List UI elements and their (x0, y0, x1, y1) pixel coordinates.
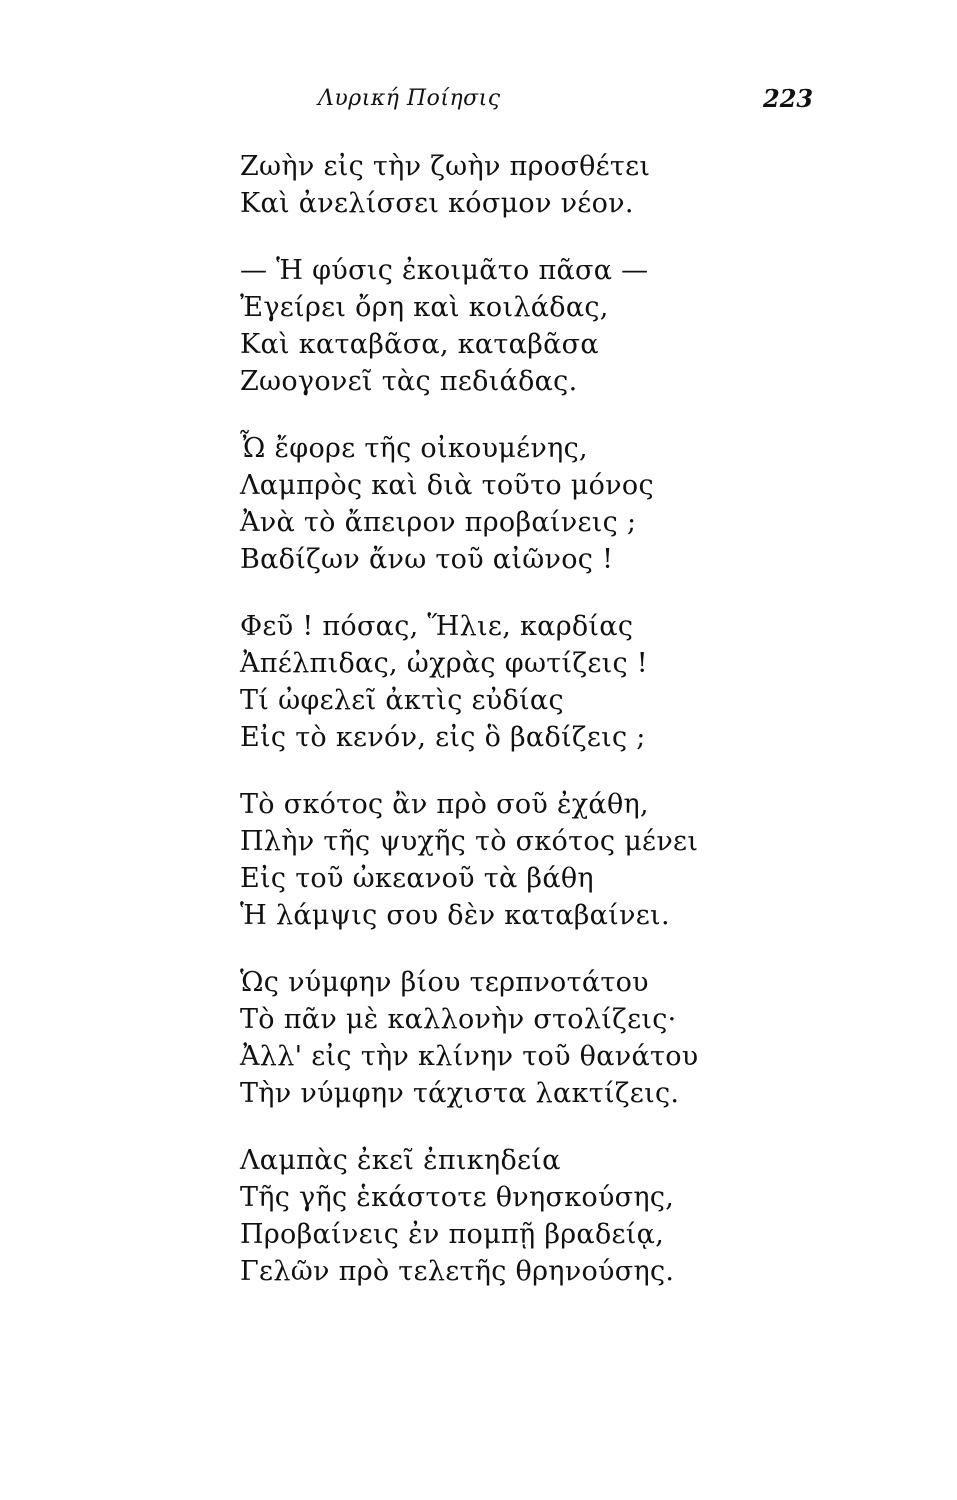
poem-line: Τὸ πᾶν μὲ καλλονὴν στολίζεις· (240, 1004, 677, 1035)
stanza (240, 148, 800, 222)
poem-line: Ἀνὰ τὸ ἄπειρον προβαίνεις ; (240, 507, 637, 538)
stanza (240, 786, 800, 934)
poem-line: Καὶ καταβᾶσα, καταβᾶσα (240, 329, 599, 360)
poem-line: Τὸ σκότος ἂν πρὸ σοῦ ἐχάθη, (240, 789, 649, 820)
poem-line: Τί ὠφελεῖ ἀκτὶς εὐδίας (240, 685, 564, 716)
poem-line: Ζωὴν εἰς τὴν ζωὴν προσθέτει (240, 151, 651, 182)
poem-line: Ἐγείρει ὄρη καὶ κοιλάδας, (240, 292, 609, 323)
poem-line: Βαδίζων ἄνω τοῦ αἰῶνος ! (240, 544, 614, 575)
poem-line: Εἰς τοῦ ὠκεανοῦ τὰ βάθη (240, 863, 594, 894)
running-title: Λυρική Ποίησις (318, 86, 501, 111)
poem-line: Ἀλλ' εἰς τὴν κλίνην τοῦ θανάτου (240, 1041, 699, 1072)
poem-line: Τὴν νύμφην τάχιστα λακτίζεις. (240, 1078, 680, 1109)
poem-line: Τῆς γῆς ἑκάστοτε θνησκούσης, (240, 1182, 675, 1213)
poem-line: Εἰς τὸ κενόν, εἰς ὃ βαδίζεις ; (240, 722, 646, 753)
poem-line: Καὶ ἀνελίσσει κόσμον νέον. (240, 188, 634, 219)
poem-line: Φεῦ ! πόσας, Ἥλιε, καρδίας (240, 611, 634, 642)
stanza (240, 608, 800, 756)
poem-line: Ζωογονεῖ τὰς πεδιάδας. (240, 366, 578, 397)
poem-body (240, 148, 800, 1320)
poem-line: Πλὴν τῆς ψυχῆς τὸ σκότος μένει (240, 826, 699, 857)
page-number: 223 (763, 84, 814, 113)
stanza (240, 430, 800, 578)
poem-line: Λαμπρὸς καὶ διὰ τοῦτο μόνος (240, 470, 654, 501)
stanza (240, 252, 800, 400)
poem-line: Ἡ λάμψις σου δὲν καταβαίνει. (240, 900, 670, 931)
poem-line: Ἀπέλπιδας, ὠχρὰς φωτίζεις ! (240, 648, 648, 679)
stanza (240, 964, 800, 1112)
stanza (240, 1142, 800, 1290)
poem-line: Προβαίνεις ἐν πομπῇ βραδείᾳ, (240, 1219, 665, 1250)
poem-line: Λαμπὰς ἐκεῖ ἐπικηδεία (240, 1145, 561, 1176)
poem-line: Γελῶν πρὸ τελετῆς θρηνούσης. (240, 1256, 675, 1287)
poem-line: Ὡς νύμφην βίου τερπνοτάτου (240, 967, 649, 998)
poem-line: Ὦ ἔφορε τῆς οἰκουμένης, (240, 433, 588, 464)
poem-line: — Ἡ φύσις ἐκοιμᾶτο πᾶσα — (240, 255, 649, 286)
